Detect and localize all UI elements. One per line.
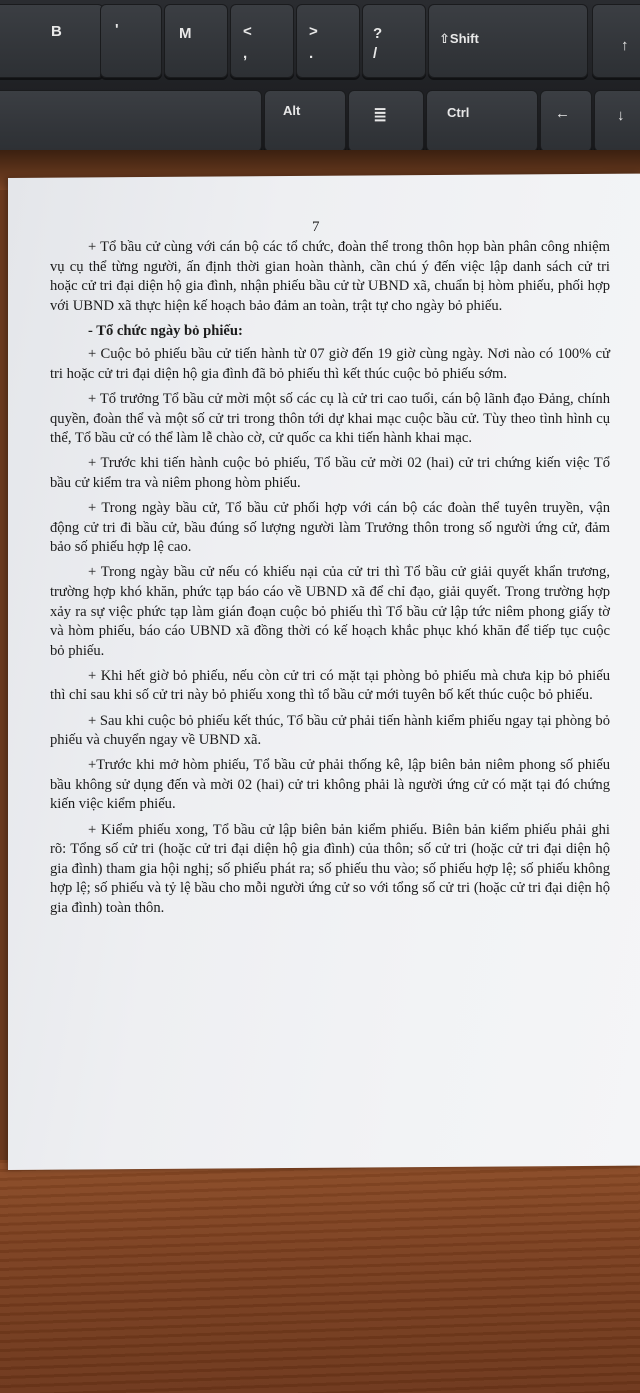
key-arrow-down[interactable] [594,90,640,152]
key-comma-label: , [243,45,248,62]
key-question-label: ? [373,25,383,42]
arrow-left-icon: ← [555,105,570,122]
paragraph: + Kiểm phiếu xong, Tổ bầu cử lập biên bản kiểm phiếu. Biên bản kiểm phiếu phải ghi rõ: Tổng số cử tri (hoặc cử tri đại diện hộ gia đình) của thôn; số cử tri (hoặc cử tri đại diện hộ gia đình) tham gia hội nghị; số phiếu phát ra; số phiếu thu vào; số phiếu hợp lệ; số phiếu không hợp lệ; số phiếu và tỷ lệ bầu cho mỗi người ứng cử so với tổng số cử tri (hoặc cử tri đại diện hộ gia đình) toàn thôn. [50,821,610,916]
key-slash-label: / [373,45,378,62]
paragraph: + Tổ bầu cử cùng với cán bộ các tổ chức, đoàn thể trong thôn họp bàn phân công nhiệm vụ cụ thể từng người, ấn định thời gian hoàn thành, cần chú ý đến việc lập danh sách cử tri hoặc cử tri đại diện hộ gia đình, nhận phiếu bầu cử từ UBND xã, chuẩn bị hòm phiếu, phối hợp với UBND xã thực hiện kế hoạch bảo đảm an toàn, trật tự cho ngày bỏ phiếu. [50,239,610,314]
key-period[interactable] [296,4,360,78]
key-apostrophe-label: ' [115,21,119,38]
key-apostrophe[interactable] [100,4,162,78]
key-gt-label: > [309,23,318,40]
paragraph: + Sau khi cuộc bỏ phiếu kết thúc, Tổ bầu cử phải tiến hành kiểm phiếu ngay tại phòng bỏ phiếu và chuyển ngay về UBND xã. [50,712,610,749]
key-menu[interactable] [348,90,424,152]
arrow-down-icon: ↓ [617,107,625,124]
menu-icon: ≣ [373,105,388,124]
arrow-up-icon: ↑ [621,37,629,54]
key-spacebar[interactable] [0,90,262,152]
key-m[interactable] [164,4,228,78]
paragraph: + Khi hết giờ bỏ phiếu, nếu còn cử tri có mặt tại phòng bỏ phiếu mà chưa kịp bỏ phiếu thì chỉ sau khi số cử tri này bỏ phiếu xong thì tổ bầu cử mới tuyên bố kết thúc cuộc bỏ phiếu. [50,667,610,704]
key-b[interactable] [0,4,104,78]
keyboard [0,0,640,168]
key-ctrl[interactable] [426,90,538,152]
key-ctrl-label: Ctrl [447,105,470,120]
key-shift-label: ⇧Shift [439,31,479,46]
key-b-label: B [51,23,62,40]
key-slash[interactable] [362,4,426,78]
paragraph: + Trong ngày bầu cử, Tổ bầu cử phối hợp với cán bộ các đoàn thể tuyên truyền, vận động cử tri đi bầu cử, bầu đúng số lượng người làm Trưởng thôn trong số người ứng cử, đảm bảo số phiếu hợp lệ cao. [50,500,610,556]
document-body [50,238,610,924]
key-arrow-up[interactable] [592,4,640,78]
key-arrow-left[interactable] [540,90,592,152]
key-alt-label: Alt [283,103,301,118]
paragraph: + Trong ngày bầu cử nếu có khiếu nại của cử tri thì Tổ bầu cử giải quyết khẩn trương, trường hợp khó khăn, phức tạp báo cáo về UBND xã để chỉ đạo, giải quyết. Trong trường hợp xảy ra sự việc phức tạp làm gián đoạn cuộc bỏ phiếu thì Tổ bầu cử lập tức niêm phong giấy tờ và hòm phiếu, báo cáo UBND xã đồng thời có kế hoạch khắc phục khó khăn để tiếp tục cuộc bỏ phiếu. [50,564,610,659]
desk-surface-bottom [0,1160,640,1393]
page-number: 7 [312,219,320,235]
key-comma[interactable] [230,4,294,78]
paragraph: + Tổ trưởng Tổ bầu cử mời một số các cụ là cử tri cao tuổi, cán bộ lãnh đạo Đảng, chính quyền, đoàn thể và một số cử tri trong thôn tới dự khai mạc cuộc bầu cử. Tùy theo tình hình cụ thể, Tổ bầu cử có thể làm lễ chào cờ, cử quốc ca khi tiến hành khai mạc. [50,391,610,447]
paragraph: + Trước khi tiến hành cuộc bỏ phiếu, Tổ bầu cử mời 02 (hai) cử tri chứng kiến việc Tổ bầu cử kiểm tra và niêm phong hòm phiếu. [50,455,610,492]
key-period-label: . [309,45,314,62]
key-m-label: M [179,25,192,42]
paragraph: + Cuộc bỏ phiếu bầu cử tiến hành từ 07 giờ đến 19 giờ cùng ngày. Nơi nào có 100% cử tri hoặc cử tri đại diện hộ gia đình đã bỏ phiếu thì kết thúc cuộc bỏ phiếu sớm. [50,346,610,383]
paragraph: +Trước khi mở hòm phiếu, Tổ bầu cử phải thống kê, lập biên bản niêm phong số phiếu bầu không sử dụng đến và mời 02 (hai) cử tri không phải là người ứng cử có mặt tại đó chứng kiến việc kiểm phiếu. [50,757,610,813]
key-alt[interactable] [264,90,346,152]
key-lt-label: < [243,23,252,40]
key-shift[interactable] [428,4,588,78]
section-heading: - Tổ chức ngày bỏ phiếu: [88,322,243,339]
